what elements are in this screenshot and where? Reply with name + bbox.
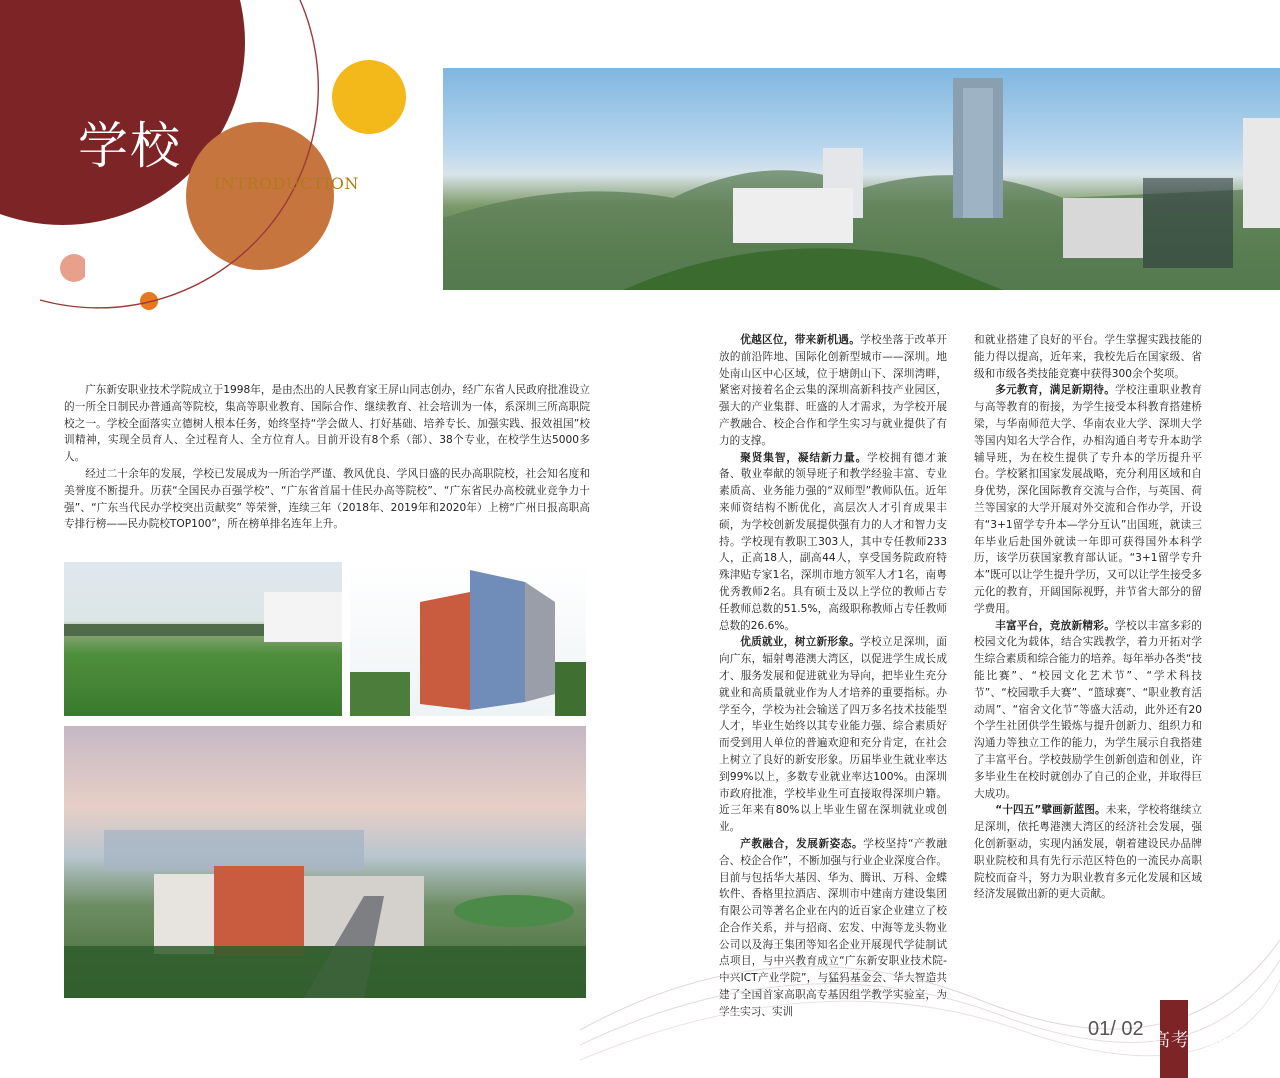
col1-body: 学校坐落于改革开放的前沿阵地、国际化创新型城市——深圳。地处南山区中心区域，位于塘朗山下、深圳湾畔，紧密对接着名企云集的深圳高新科技产业园区，强大的产业集群、旺盛的人才需求，为学校开展产教融合、校企合作和学生实习与就业提供了有力的支撑。 (719, 334, 948, 447)
col1-heading: 聚贤集智，凝结新力量。 (740, 451, 868, 464)
col1-paragraph (719, 450, 947, 635)
watermark-text: 高考直通车 (1152, 1030, 1247, 1051)
col1-heading: 优质就业，树立新形象。 (740, 636, 861, 649)
col2-body: 学校以丰富多彩的校园文化为载体，结合实践教学，着力开拓对学生综合素质和综合能力的培养。每年举办各类“技能比赛”、“校园文化艺术节”、“学术科技节”、“校园歌手大赛”、“篮球赛”、“职业教育活动周”、“宿舍文化节”等盛大活动，此外还有20个学生社团供学生锻炼与提升创新力、组织力和沟通力等独立工作的能力，为学生展示自我搭建了丰富平台。学校鼓励学生创新创造和创业，许多毕业生在校时就创办了自己的企业，并取得巨大成功。 (974, 619, 1203, 800)
col2-heading: “十四五”擘画新蓝图。 (995, 804, 1106, 817)
text-column-2 (974, 332, 1202, 903)
intro-paragraph-1: 广东新安职业技术学院成立于1998年，是由杰出的人民教育家王屏山同志创办，经广东省人民政府批准设立的一所全日制民办普通高等院校，集高等职业教育、国际合作、继续教育、社会培训为一体，系深圳三所高职院校之一。学校全面落实立德树人根本任务，始终坚持“学会做人、打好基础、培养专长、加强实践、报效祖国”校训精神，实现全员育人、全过程育人、全方位育人。目前开设有8个系（部）、38个专业，在校学生达5000多人。 (64, 384, 590, 464)
page-title (78, 62, 182, 342)
col2-body: 未来，学校将继续立足深圳，依托粤港澳大湾区的经济社会发展，强化创新驱动，实现内涵发展，朝着建设民办品牌职业院校和具有先行示范区特色的一流民办高职院校而奋斗，努力为职业教育多元化发展和区域经济发展做出新的更大贡献。 (974, 804, 1202, 901)
col1-paragraph (719, 634, 947, 836)
intro-paragraph-2: 经过二十余年的发展，学校已发展成为一所治学严谨、教风优良、学风日盛的民办高职院校，社会知名度和美誉度不断提升。历获“全国民办百强学校”、“广东省首届十佳民办高等院校”、“广东省民办高校就业竞争力十强”、“广东当代民办学校突出贡献奖” 等荣誉，连续三年（2018年、2019年和2020年）上榜“广州日报高职高专排行榜——民办院校TOP100”，所在榜单排名连年上升。 (64, 467, 590, 531)
col2-paragraph (974, 618, 1202, 803)
campus-panorama-photo (443, 68, 1280, 290)
col1-heading: 优越区位，带来新机遇。 (740, 334, 861, 346)
campus-aerial-photo (64, 726, 586, 998)
col2-body: 和就业搭建了良好的平台。学生掌握实践技能的能力得以提高，近年来，我校先后在国家级、省级和市级各类技能竞赛中获得300余个奖项。 (974, 334, 1202, 380)
col2-body: 学校注重职业教育与高等教育的衔接，为学生接受本科教育搭建桥梁，与华南师范大学、华南农业大学、深圳大学等国内知名大学合作，办相沟通自考专升本助学辅导班，为在校生提供了专升本的学历提升平台。学校紧扣国家发展战略，充分利用区域和自身优势，深化国际教育交流与合作，与英国、荷兰等国家的大学开展对外交流和合作办学，开设有“3+1留学专升本—学分互认”出国班，就读三年毕业后赴国外就读一年即可获得国外本科学历，该学历获国家教育部认证。“3+1留学专升本”既可以让学生提升学历，又可以让学生接受多元化的教育，开阔国际视野，并节省大部分的留学费用。 (974, 384, 1203, 615)
col2-heading: 丰富平台，竞放新精彩。 (995, 619, 1116, 632)
col2-paragraph (974, 382, 1202, 617)
thin-arc (0, 0, 380, 320)
title-line-2: 简介 (78, 229, 182, 287)
col1-body: 学校立足深圳，面向广东，辐射粤港澳大湾区，以促进学生成长成才、服务发展和促进就业为导向，把毕业生充分就业和高质量就业作为人才培养的重要指标。办学至今，学校为社会输送了四万多名技术技能型人才，毕业生始终以其专业能力强、综合素质好而受到用人单位的普遍欢迎和充分肯定，在社会上树立了良好的新安形象。历届毕业生就业率达到99%以上，多数专业就业率达100%。由深圳市政府批准，学校毕业生可直接取得深圳户籍。近三年来有80%以上毕业生留在深圳就业或创业。 (719, 636, 948, 834)
intro-text (64, 382, 590, 533)
sports-field-photo (64, 562, 342, 716)
building-photo (350, 562, 586, 716)
title-english: INTRODUCTION (214, 174, 359, 193)
col2-paragraph (974, 332, 1202, 382)
col1-heading: 产教融合，发展新姿态。 (740, 837, 864, 850)
col1-body: 学校拥有德才兼备、敬业奉献的领导班子和教学经验丰富、专业素质高、业务能力强的“双师型”教师队伍。近年来师资结构不断优化，高层次人才引育成果丰硕，为学校创新发展提供强有力的人才和智力支持。学校现有教职工303人，其中专任教师233人，正高18人，副高44人，享受国务院政府特殊津贴专家1名，深圳市地方领军人才1名，南粤优秀教师2名。具有硕士及以上学位的教师占专任教师总数的51.5%，高级职称教师占专任教师总数的26.6%。 (719, 451, 948, 632)
col1-body: 学校坚持“产教融合、校企合作”，不断加强与行业企业深度合作。目前与包括华大基因、华为、腾讯、万科、金蝶软件、香格里拉酒店、深圳市中建南方建设集团有限公司等著名企业在内的近百家企业建立了校企合作关系，并与招商、宏发、中海等龙头物业公司以及海王集团等知名企业开展现代学徒制试点项目，与中兴教育成立“广东新安职业技术院-中兴ICT产业学院”，与猛犸基金会、华大智造共建了全国首家高职高专基因组学教学实验室，为学生实习、实训 (719, 837, 947, 1018)
col2-heading: 多元教育，满足新期待。 (995, 384, 1116, 397)
title-line-1: 学校 (78, 117, 182, 175)
col1-paragraph (719, 332, 947, 450)
page-number: 01/ 02 (1088, 1018, 1144, 1040)
